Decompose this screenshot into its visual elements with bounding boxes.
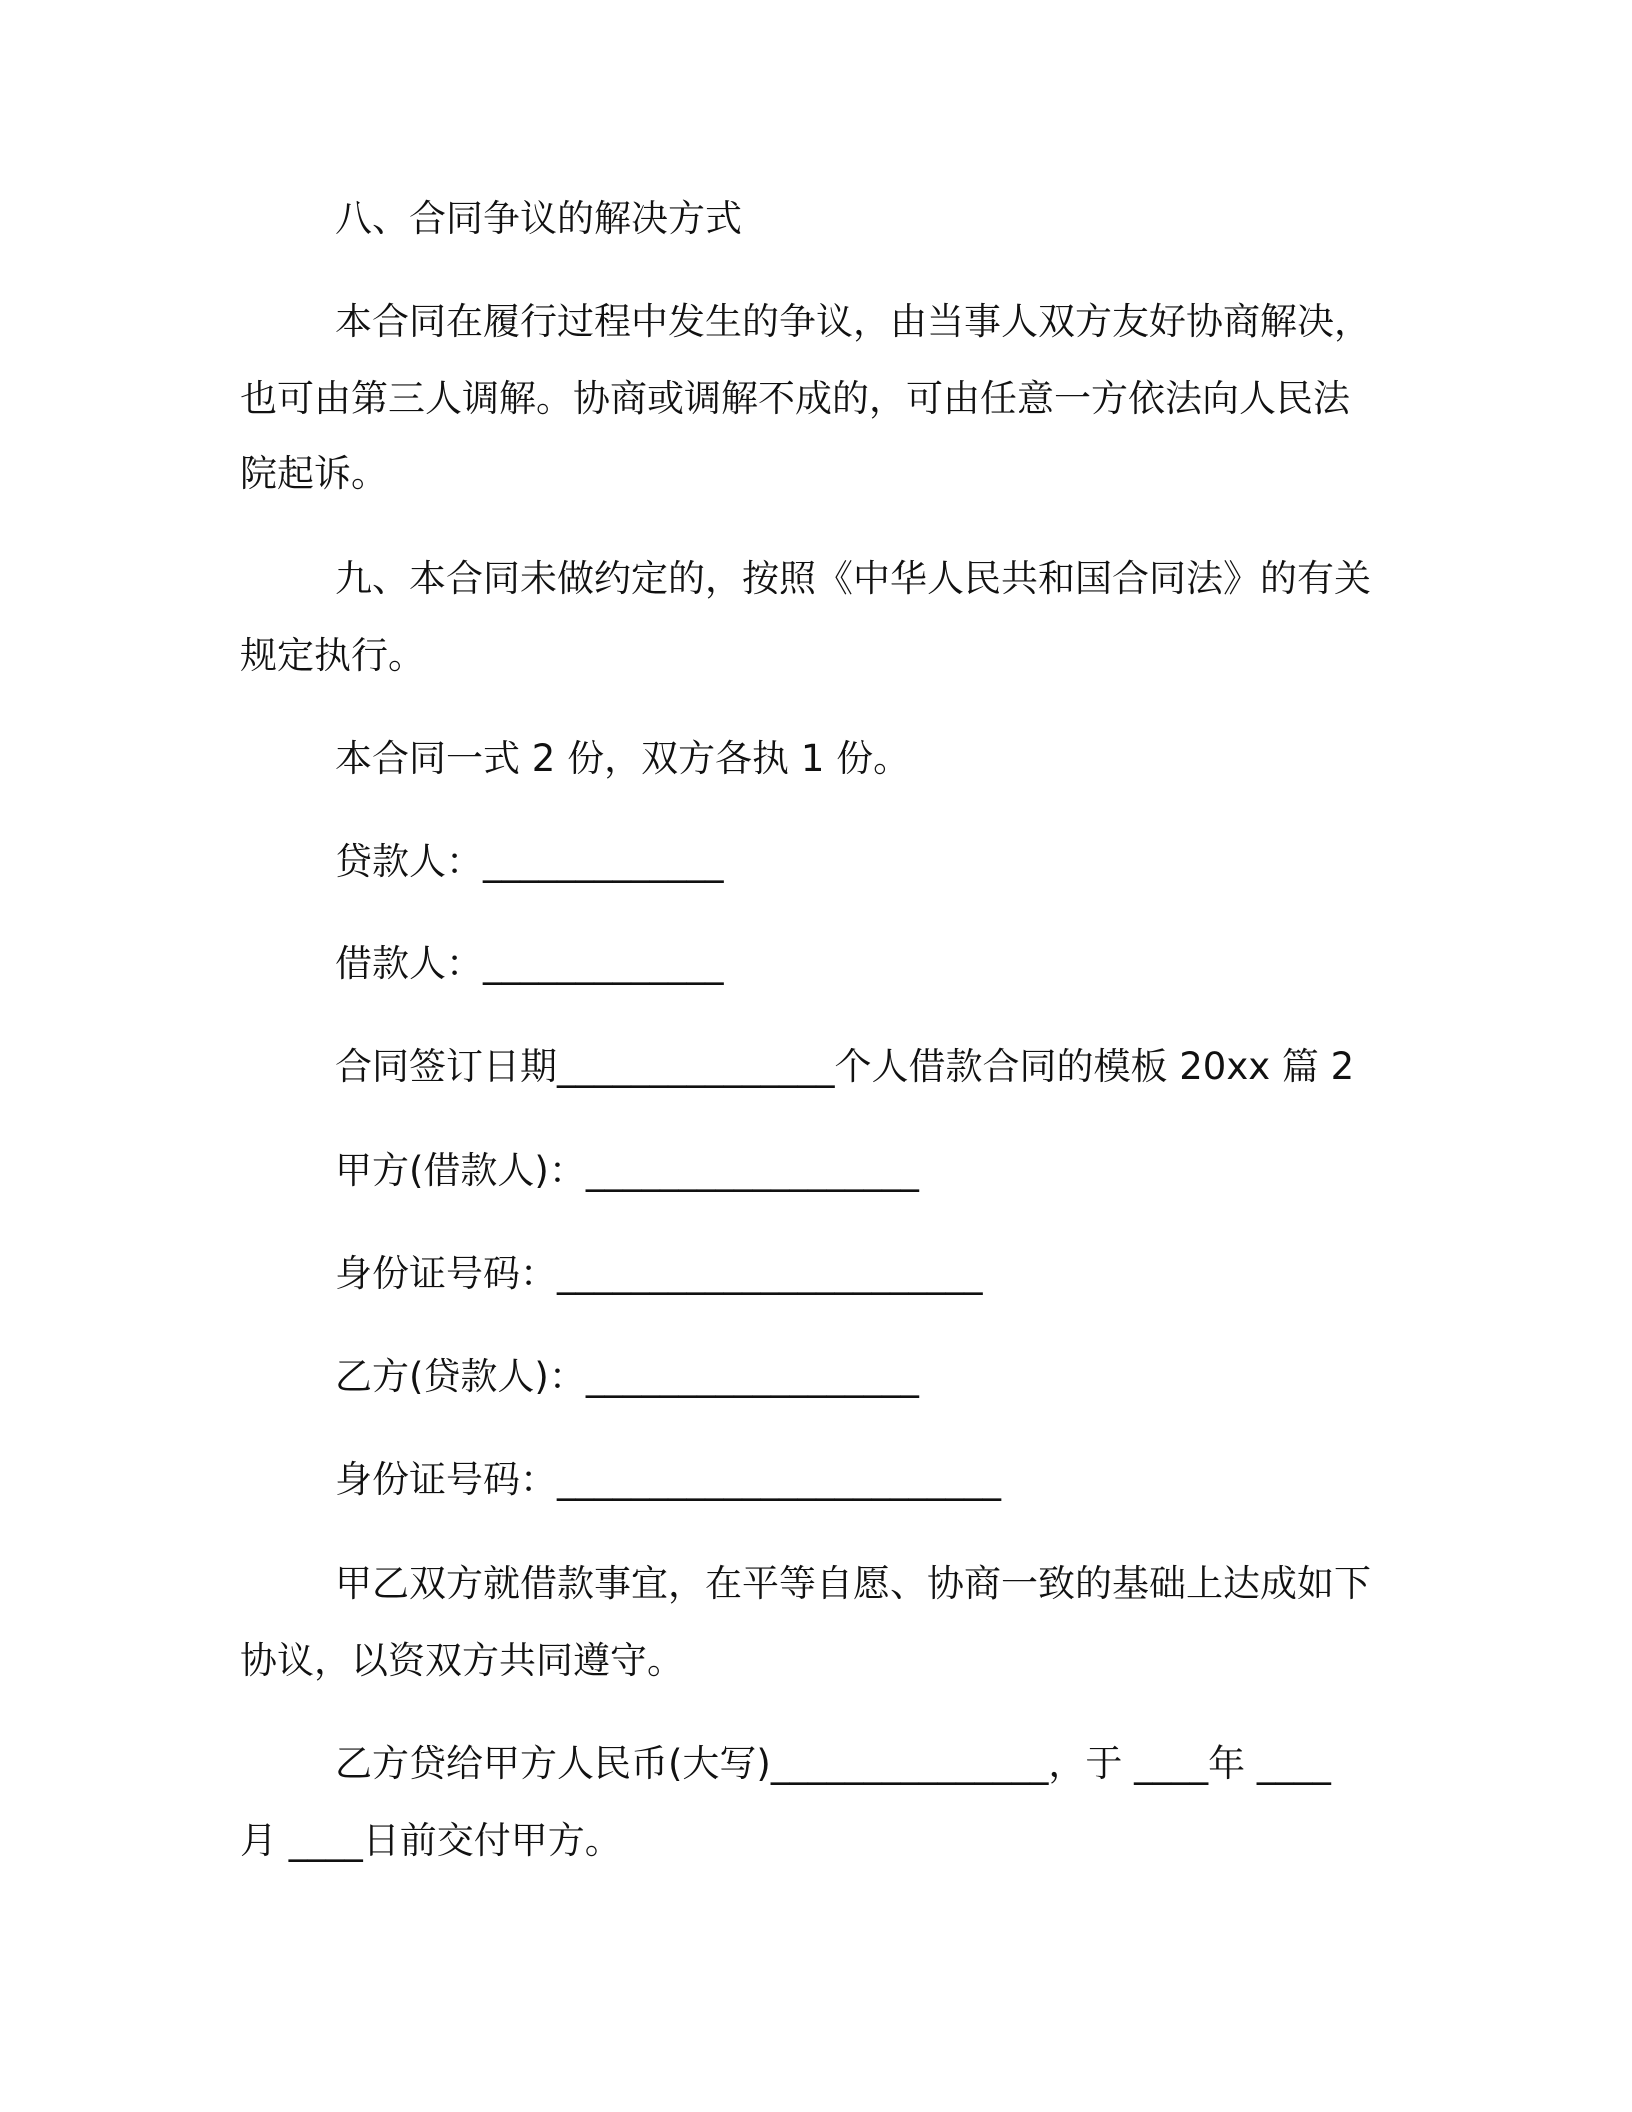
- agreement-paragraph-line: 甲乙双方就借款事宜，在平等自愿、协商一致的基础上达成如下: [335, 1562, 1371, 1605]
- signing-date-line: 合同签订日期_______________个人借款合同的模板 20xx 篇 2: [335, 1045, 1355, 1088]
- paragraph-line: 院起诉。: [240, 452, 388, 495]
- party-b-line: 乙方(贷款人)：__________________: [335, 1355, 919, 1398]
- loan-delivery-date-line: 月 ____日前交付甲方。: [240, 1819, 622, 1862]
- borrower-signature-line: 借款人：_____________: [335, 942, 724, 985]
- party-a-line: 甲方(借款人)：__________________: [335, 1149, 919, 1192]
- paragraph-line: 规定执行。: [240, 634, 425, 677]
- loan-amount-line: 乙方贷给甲方人民币(大写)_______________，于 ____年 ____: [335, 1742, 1331, 1785]
- section-heading-unspecified-matters: 九、本合同未做约定的，按照《中华人民共和国合同法》的有关: [335, 557, 1371, 600]
- lender-signature-line: 贷款人：_____________: [335, 840, 724, 883]
- copies-statement: 本合同一式 2 份，双方各执 1 份。: [335, 737, 911, 780]
- agreement-paragraph-line: 协议，以资双方共同遵守。: [240, 1639, 684, 1682]
- paragraph-line: 也可由第三人调解。协商或调解不成的，可由任意一方依法向人民法: [240, 377, 1350, 420]
- party-a-id-line: 身份证号码：_______________________: [335, 1252, 983, 1295]
- party-b-id-line: 身份证号码：________________________: [335, 1458, 1001, 1501]
- section-heading-dispute-resolution: 八、合同争议的解决方式: [335, 197, 742, 240]
- paragraph-line: 本合同在履行过程中发生的争议，由当事人双方友好协商解决，: [335, 300, 1371, 343]
